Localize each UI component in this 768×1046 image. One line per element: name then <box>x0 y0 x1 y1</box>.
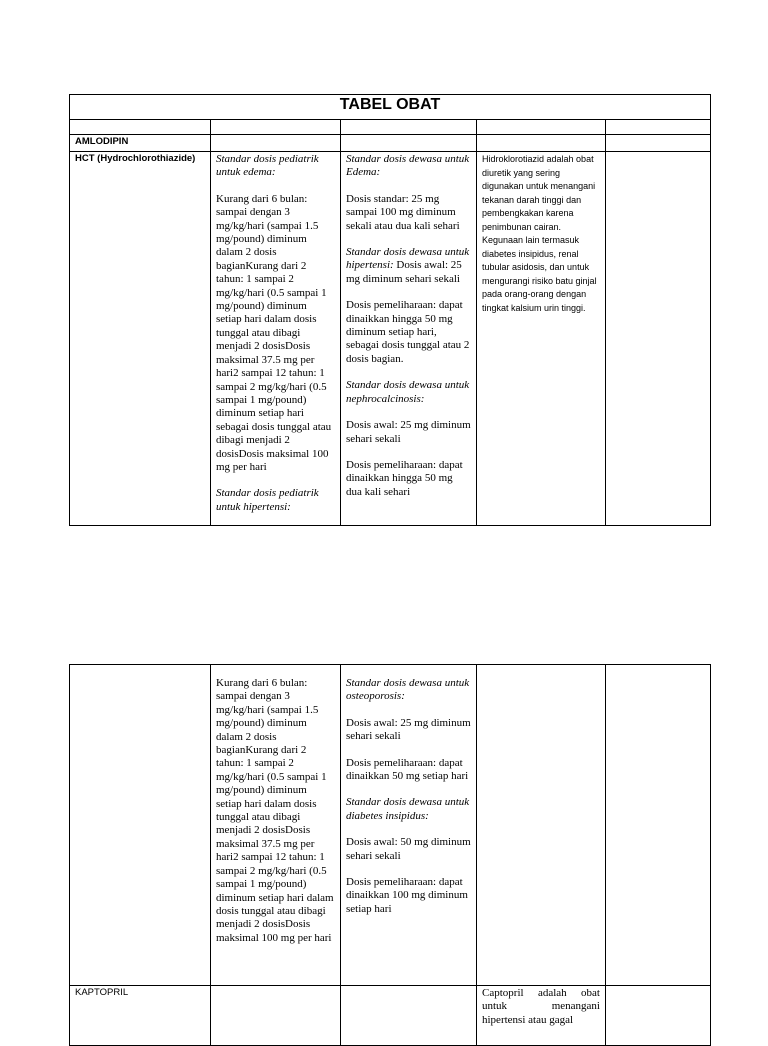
adult-osteo-maintenance: Dosis pemeliharaan: dapat dinaikkan 50 mg setiap hari <box>346 756 469 783</box>
pediatric-edema-heading: Standar dosis pediatrik untuk edema: <box>216 153 319 179</box>
adult-nephro-text: Dosis awal: 25 mg diminum sehari sekali <box>346 419 471 445</box>
adult-osteo-text: Dosis awal: 25 mg diminum sehari sekali <box>346 716 471 743</box>
adult-hypertension-maintenance: Dosis pemeliharaan: dapat dinaikkan hingga 50 mg diminum setiap hari, sebagai dosis tunggal atau 2 dosis bagian. <box>346 299 470 365</box>
adult-dose-cont-cell <box>341 665 477 986</box>
adult-hypertension-heading: Standar dosis dewasa untuk hipertensi: <box>346 246 470 272</box>
adult-diabetes-maintenance: Dosis pemeliharaan: dapat dinaikkan 100 mg diminum setiap hari <box>346 876 468 915</box>
drug-table-3 <box>69 985 711 1046</box>
table-row <box>70 135 711 152</box>
pediatric-edema-text-cont: Kurang dari 6 bulan: sampai dengan 3 mg/kg/hari (sampai 1.5 mg/pound) diminum dalam 2 dosis bagianKurang dari 2 tahun: 1 sampai 2 mg/kg/hari (0.5 sampai 1 mg/pound) diminum setiap hari dalam dosis tunggal atau dibagi menjadi 2 dosisDosis maksimal 37.5 mg per hari2 sampai 12 tahun: 1 sampai 2 mg/kg/hari (0.5 sampai 1 mg/pound) diminum setiap hari dalam dosis tunggal atau dibagi menjadi 2 dosisDosis maksimal 100 mg per hari <box>216 677 334 944</box>
adult-hypertension-text: Dosis awal: 25 mg diminum sehari sekali <box>346 259 462 285</box>
pediatric-edema-text: Kurang dari 6 bulan: sampai dengan 3 mg/kg/hari (sampai 1.5 mg/pound) diminum dalam 2 dosis bagianKurang dari 2 tahun: 1 sampai 2 mg/kg/hari (0.5 sampai 1 mg/pound) diminum setiap hari dalam dosis tunggal atau dibagi menjadi 2 dosisDosis maksimal 37.5 mg per hari2 sampai 12 tahun: 1 sampai 2 mg/kg/hari (0.5 sampai 1 mg/pound) diminum setiap hari sebagai dosis tunggal atau dibagi menjadi 2 dosisDosis maksimal 100 mg per hari <box>216 192 332 473</box>
table-row <box>70 152 711 526</box>
adult-dose-cell <box>341 152 477 526</box>
pediatric-dose-cell <box>211 152 341 526</box>
drug-table-2 <box>69 664 711 986</box>
table-row <box>70 986 711 1046</box>
pediatric-hypertension-heading: Standar dosis pediatrik untuk hipertensi: <box>216 487 319 513</box>
drug-name-kaptopril: KAPTOPRIL <box>70 986 211 1046</box>
adult-edema-text: Dosis standar: 25 mg sampai 100 mg diminum sekali atau dua kali sehari <box>346 192 460 232</box>
drug-table-1 <box>69 94 711 526</box>
adult-nephro-heading: Standar dosis dewasa untuk nephrocalcinosis: <box>346 379 470 405</box>
adult-diabetes-text: Dosis awal: 50 mg diminum sehari sekali <box>346 836 471 862</box>
kaptopril-description: Captopril adalah obat untuk menangani hipertensi atau gagal <box>477 986 606 1046</box>
adult-osteo-heading: Standar dosis dewasa untuk osteoporosis: <box>346 677 470 703</box>
table-row <box>70 120 711 135</box>
drug-name-amlodipin: AMLODIPIN <box>70 135 211 152</box>
adult-diabetes-heading: Standar dosis dewasa untuk diabetes insipidus: <box>346 796 470 822</box>
adult-nephro-maintenance: Dosis pemeliharaan: dapat dinaikkan hingga 50 mg dua kali sehari <box>346 458 463 498</box>
table-row <box>70 665 711 986</box>
pediatric-dose-cont-cell <box>211 665 341 986</box>
adult-hypertension-para <box>346 246 471 286</box>
description-cell: Hidroklorotiazid adalah obat diuretik yang sering digunakan untuk menangani tekanan darah tinggi dan pembengkakan karena penimbunan cairan. Kegunaan lain termasuk diabetes insipidus, renal tubular asidosis, dan untuk mengurangi risiko batu ginjal pada orang-orang dengan tingkat kalsium urin tinggi. <box>477 152 606 526</box>
table-title: TABEL OBAT <box>70 95 711 120</box>
adult-edema-heading: Standar dosis dewasa untuk Edema: <box>346 153 470 179</box>
drug-name-hct: HCT (Hydrochlorothiazide) <box>70 152 211 526</box>
